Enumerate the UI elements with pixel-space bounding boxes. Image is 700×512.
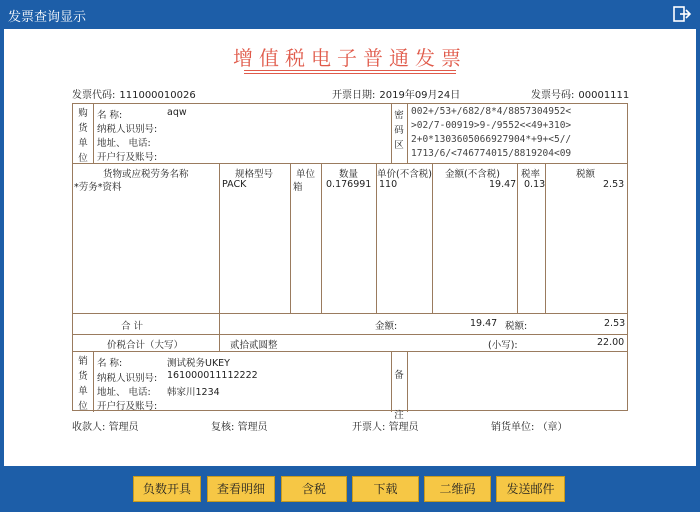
item-tax: 2.53: [603, 179, 625, 190]
seller-seal-label: 销货单位:: [491, 422, 535, 433]
item-name: *劳务*资料: [74, 182, 122, 193]
divider: [321, 163, 322, 313]
remark-label: 备注: [394, 370, 404, 421]
divider: [93, 104, 94, 163]
negative-issue-button[interactable]: 负数开具: [133, 476, 201, 502]
column-header: 金额(不含税): [445, 169, 500, 180]
column-header: 规格型号: [235, 169, 274, 180]
divider: [73, 334, 627, 335]
issuer: [352, 418, 419, 433]
right-border: [696, 29, 700, 466]
invoice-table: [72, 103, 628, 421]
invoice-number-value: 00001111: [578, 90, 630, 101]
cipher-line: 002+/53+/682/8*4/8857304952<: [411, 106, 572, 117]
column-header: 单价(不含税): [377, 169, 432, 180]
reviewer-label: 复核:: [211, 422, 235, 433]
left-border: [0, 29, 4, 466]
title-underline: [244, 73, 456, 74]
total-label: 合 计: [121, 321, 144, 332]
total-tax: 2.53: [604, 318, 626, 329]
divider: [517, 163, 518, 313]
payee-label: 收款人:: [72, 422, 106, 433]
buyer-side-label: 购货单位: [78, 108, 88, 164]
seller-taxid: 161000011112222: [167, 370, 258, 381]
item-amount: 19.47: [489, 179, 517, 190]
cipher-line: 2+0*1303605066927904*+9+<5//: [411, 134, 572, 145]
item-rate: 0.13: [524, 179, 546, 190]
payee-value: 管理员: [108, 422, 139, 433]
qr-code-button[interactable]: 二维码: [424, 476, 491, 502]
invoice-code: [72, 86, 196, 101]
item-unit: 箱: [293, 182, 303, 193]
invoice-number-label: 发票号码:: [531, 90, 575, 101]
column-header: 税率: [521, 169, 541, 180]
seller-addr-label: 地址、 电话:: [97, 387, 151, 398]
divider: [376, 163, 377, 313]
total-amount: 19.47: [470, 318, 498, 329]
seller-seal-value: （章）: [537, 422, 568, 433]
issuer-label: 开票人:: [352, 422, 386, 433]
cipher-line: 1713/6/<746774015/8819204<09: [411, 148, 572, 159]
invoice-number: [531, 86, 629, 101]
exit-icon[interactable]: [672, 4, 692, 24]
seller-name-label: 名 称:: [97, 358, 123, 369]
issuer-value: 管理员: [388, 422, 419, 433]
download-button[interactable]: 下载: [352, 476, 419, 502]
grand-total-label: 价税合计（大写）: [107, 340, 184, 351]
bottom-toolbar: [0, 466, 700, 512]
cipher-zone-label: 密码区: [394, 110, 404, 151]
title-underline: [244, 70, 456, 71]
divider: [73, 313, 627, 314]
item-spec: PACK: [222, 179, 247, 190]
invoice-code-label: 发票代码:: [72, 90, 116, 101]
seller-seal: [491, 418, 568, 433]
invoice-title: 增值税电子普通发票: [233, 46, 467, 70]
seller-side-label: 销货单位: [78, 356, 88, 412]
invoice-code-value: 111000010026: [119, 90, 196, 101]
divider: [407, 104, 408, 163]
seller-taxid-label: 纳税人识别号:: [97, 373, 158, 384]
buyer-name: aqw: [167, 107, 187, 118]
reviewer: [211, 418, 268, 433]
divider: [290, 163, 291, 313]
invoice-date-label: 开票日期:: [332, 90, 376, 101]
grand-small: 22.00: [597, 337, 625, 348]
view-details-button[interactable]: 查看明细: [207, 476, 275, 502]
grand-small-label: (小写):: [488, 340, 518, 351]
total-amount-label: 金额:: [375, 321, 398, 332]
divider: [432, 163, 433, 313]
window-title: 发票查询显示: [8, 10, 87, 25]
title-bar: [0, 0, 700, 29]
invoice-date-value: 2019年09月24日: [379, 90, 461, 101]
seller-bank-label: 开户行及账号:: [97, 401, 158, 412]
column-header: 单位: [296, 169, 316, 180]
divider: [93, 351, 94, 412]
divider: [407, 351, 408, 412]
column-header: 数量: [339, 169, 359, 180]
payee: [72, 418, 139, 433]
buyer-addr-label: 地址、 电话:: [97, 138, 151, 149]
divider: [73, 351, 627, 352]
invoice-date: [332, 86, 460, 101]
reviewer-value: 管理员: [237, 422, 268, 433]
item-price: 110: [379, 179, 398, 190]
item-qty: 0.176991: [326, 179, 372, 190]
buyer-taxid-label: 纳税人识别号:: [97, 124, 158, 135]
cipher-line: >02/7-00919>9-/9552<<49+310>: [411, 120, 572, 131]
send-email-button[interactable]: 发送邮件: [496, 476, 565, 502]
buyer-bank-label: 开户行及账号:: [97, 152, 158, 163]
tax-included-button[interactable]: 含税: [281, 476, 347, 502]
column-header: 税额: [576, 169, 596, 180]
divider: [219, 163, 220, 352]
column-header: 货物或应税劳务名称: [103, 169, 189, 180]
grand-total-words: 贰拾贰圆整: [230, 340, 278, 351]
seller-name: 测试税务UKEY: [167, 358, 230, 369]
total-tax-label: 税额:: [505, 321, 528, 332]
divider: [73, 163, 627, 164]
buyer-name-label: 名 称:: [97, 110, 123, 121]
seller-addr: 韩家川1234: [167, 387, 220, 398]
